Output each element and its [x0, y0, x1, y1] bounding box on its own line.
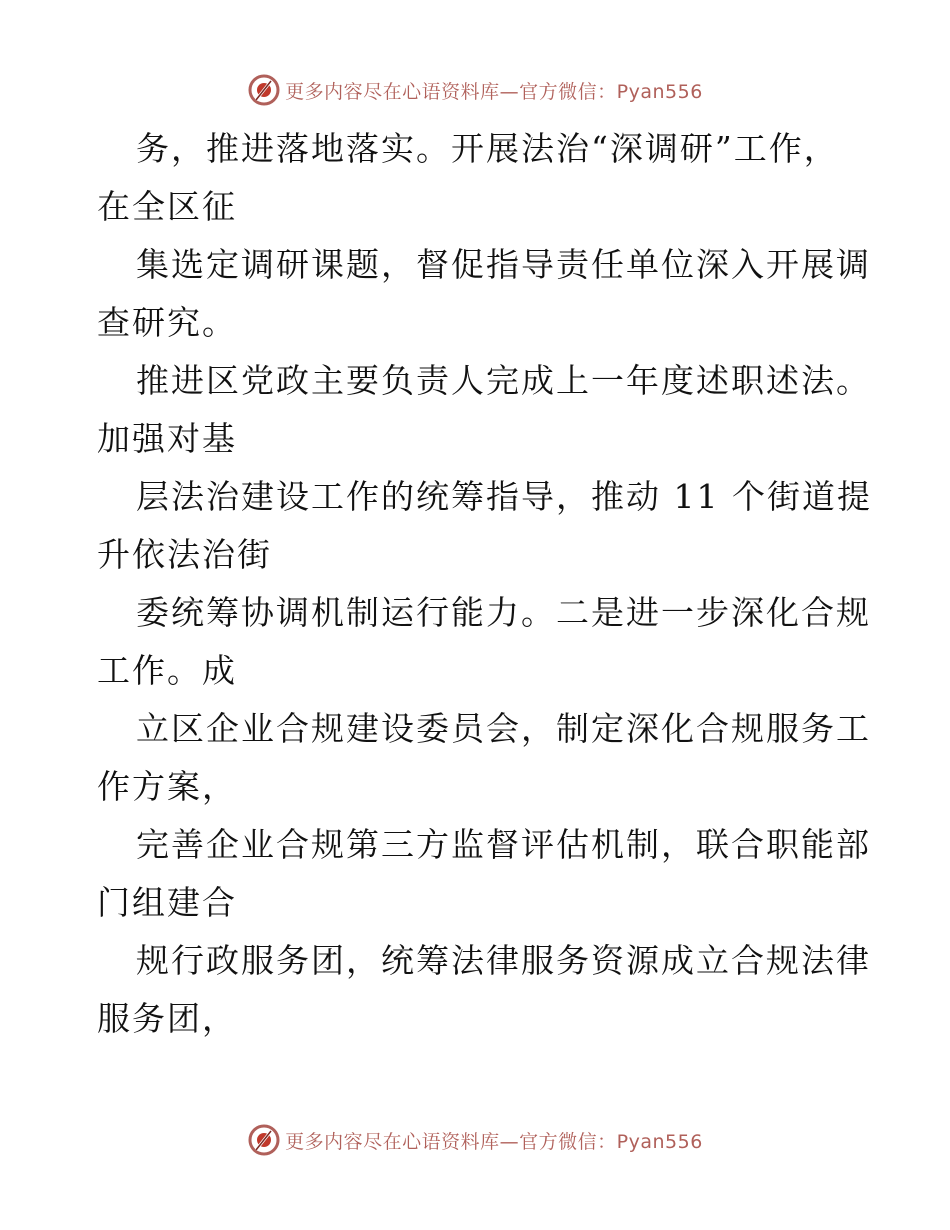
text-line: 加强对基 — [97, 419, 237, 458]
text-line: 工作。成 — [97, 651, 237, 690]
text-line: 集选定调研课题，督促指导责任单位深入开展调 — [136, 245, 871, 284]
text-line: 层法治建设工作的统筹指导，推动 11 个街道提 — [136, 477, 872, 516]
header-watermark — [0, 70, 950, 110]
footer-watermark — [0, 1120, 950, 1160]
logo-icon — [247, 73, 281, 107]
text-line: 门组建合 — [97, 883, 237, 922]
text-line: 查研究。 — [97, 303, 237, 342]
text-line: 推进区党政主要负责人完成上一年度述职述法。 — [136, 361, 871, 400]
header-watermark-text: 更多内容尽在心语资料库—官方微信：Pyan556 — [285, 80, 703, 103]
text-line: 作方案， — [97, 767, 237, 806]
text-line: 在全区征 — [97, 187, 237, 226]
text-line: 升依法治街 — [97, 535, 272, 574]
footer-watermark-text: 更多内容尽在心语资料库—官方微信：Pyan556 — [285, 1130, 703, 1153]
text-line: 完善企业合规第三方监督评估机制，联合职能部 — [136, 825, 871, 864]
text-line: 务，推进落地落实。开展法治“深调研”工作， — [136, 129, 839, 168]
text-line: 立区企业合规建设委员会，制定深化合规服务工 — [136, 709, 871, 748]
text-line: 服务团， — [97, 999, 237, 1038]
text-line: 委统筹协调机制运行能力。二是进一步深化合规 — [136, 593, 871, 632]
document-body — [97, 120, 872, 1048]
text-line: 规行政服务团，统筹法律服务资源成立合规法律 — [136, 941, 871, 980]
logo-icon — [247, 1123, 281, 1157]
